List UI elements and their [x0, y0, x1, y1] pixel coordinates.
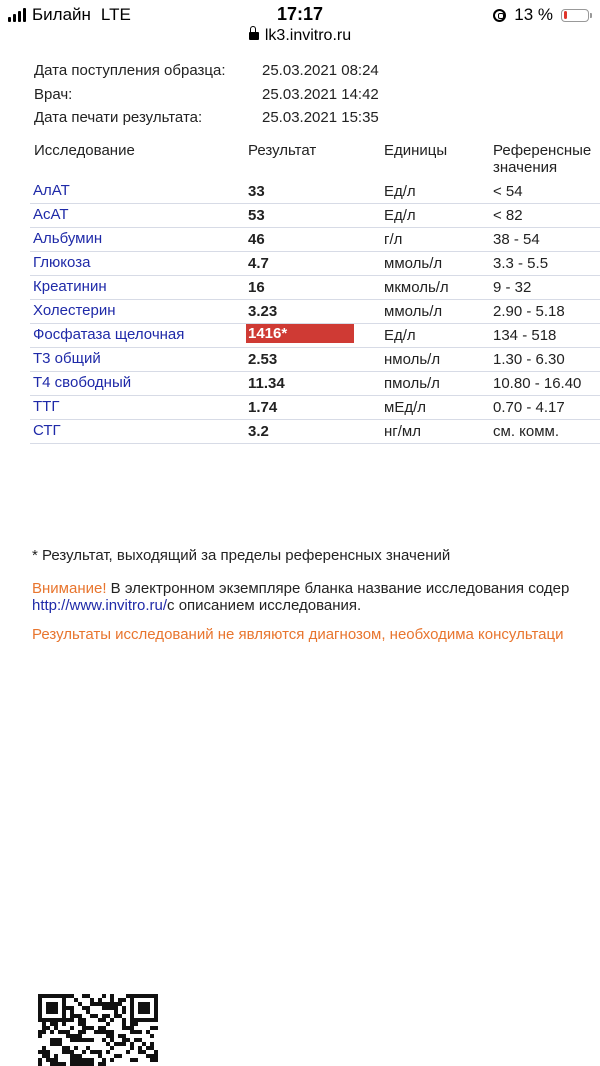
- test-units: Ед/л: [384, 183, 416, 200]
- test-units: нмоль/л: [384, 351, 441, 368]
- test-units: Ед/л: [384, 207, 416, 224]
- invitro-link[interactable]: http://www.invitro.ru/: [32, 597, 168, 614]
- test-reference: 3.3 - 5.5: [493, 255, 549, 272]
- test-units: г/л: [384, 231, 403, 248]
- link-suffix: с описанием исследования.: [167, 597, 362, 614]
- test-name-link[interactable]: Холестерин: [33, 302, 116, 319]
- test-units: нг/мл: [384, 423, 421, 440]
- test-reference: 9 - 32: [493, 279, 532, 296]
- table-row-flagged: [30, 323, 600, 348]
- meta-label: Дата печати результата:: [34, 109, 203, 126]
- footnote: * Результат, выходящий за пределы референсных значений: [32, 547, 451, 564]
- table-row: [30, 227, 600, 252]
- table-row: [30, 251, 600, 276]
- lock-icon: [249, 32, 259, 40]
- table-row: [30, 275, 600, 300]
- test-reference: < 54: [493, 183, 523, 200]
- url-text: lk3.invitro.ru: [264, 27, 352, 44]
- test-name-link[interactable]: АлАТ: [33, 182, 70, 199]
- test-result-flagged: 1416*: [246, 324, 354, 343]
- test-result: 53: [248, 207, 265, 224]
- orientation-lock-icon: [493, 9, 506, 22]
- header-test: Исследование: [34, 142, 135, 159]
- meta-value: 25.03.2021 08:24: [262, 62, 379, 79]
- test-result: 3.23: [248, 303, 278, 320]
- link-note: [32, 597, 361, 614]
- table-row: [30, 419, 600, 444]
- attention-text: В электронном экземпляре бланка название исследования содер: [106, 580, 570, 597]
- table-row: [30, 395, 600, 420]
- test-reference: 0.70 - 4.17: [493, 399, 565, 416]
- test-reference: < 82: [493, 207, 523, 224]
- test-units: мЕд/л: [384, 399, 426, 416]
- address-bar[interactable]: [0, 27, 600, 49]
- test-result: 11.34: [248, 375, 285, 392]
- table-row: [30, 299, 600, 324]
- test-name-link[interactable]: СТГ: [33, 422, 61, 439]
- header-reference-line2: значения: [493, 159, 558, 176]
- header-reference-line1: Референсные: [493, 142, 592, 159]
- header-units: Единицы: [384, 142, 448, 159]
- battery-fill: [564, 11, 567, 19]
- meta-label: Врач:: [34, 86, 73, 103]
- test-result: 16: [248, 279, 265, 296]
- test-result: 4.7: [248, 255, 269, 272]
- test-reference: 1.30 - 6.30: [493, 351, 565, 368]
- test-name-link[interactable]: Альбумин: [33, 230, 103, 247]
- meta-value: 25.03.2021 15:35: [262, 109, 379, 126]
- test-reference: см. комм.: [493, 423, 560, 440]
- test-reference: 38 - 54: [493, 231, 540, 248]
- test-name-link[interactable]: Т4 свободный: [33, 374, 132, 391]
- table-row: [30, 179, 600, 204]
- carrier-name: Билайн: [32, 5, 91, 24]
- table-row: [30, 371, 600, 396]
- status-time: 17:17: [276, 4, 324, 24]
- attention-note: [32, 580, 569, 597]
- status-right: [493, 5, 592, 25]
- qr-code-icon: [38, 994, 160, 1066]
- status-bar: [0, 0, 600, 30]
- table-row: [30, 347, 600, 372]
- test-units: ммоль/л: [384, 303, 443, 320]
- table-row: [30, 203, 600, 228]
- header-result: Результат: [248, 142, 317, 159]
- test-reference: 2.90 - 5.18: [493, 303, 565, 320]
- meta-value: 25.03.2021 14:42: [262, 86, 379, 103]
- battery-icon: [561, 9, 592, 22]
- attention-label: Внимание!: [32, 580, 107, 597]
- test-reference: 10.80 - 16.40: [493, 375, 582, 392]
- test-name-link[interactable]: ТТГ: [33, 398, 60, 415]
- test-result: 1.74: [248, 399, 278, 416]
- test-units: мкмоль/л: [384, 279, 449, 296]
- header-reference: [493, 142, 591, 176]
- test-result: 33: [248, 183, 265, 200]
- test-name-link[interactable]: Т3 общий: [33, 350, 101, 367]
- test-result: 2.53: [248, 351, 278, 368]
- test-units: Ед/л: [384, 327, 416, 344]
- test-result: 46: [248, 231, 265, 248]
- test-name-link[interactable]: АсАТ: [33, 206, 69, 223]
- test-name-link[interactable]: Креатинин: [33, 278, 107, 295]
- test-name-link[interactable]: Фосфатаза щелочная: [33, 326, 185, 343]
- test-name-link[interactable]: Глюкоза: [33, 254, 91, 271]
- disclaimer: Результаты исследований не являются диагнозом, необходима консультаци: [32, 626, 564, 643]
- battery-percent: 13 %: [514, 5, 553, 24]
- test-reference: 134 - 518: [493, 327, 557, 344]
- network-type: LTE: [100, 5, 131, 24]
- meta-label: Дата поступления образца:: [34, 62, 226, 79]
- test-result: 3.2: [248, 423, 269, 440]
- test-units: ммоль/л: [384, 255, 443, 272]
- test-units: пмоль/л: [384, 375, 440, 392]
